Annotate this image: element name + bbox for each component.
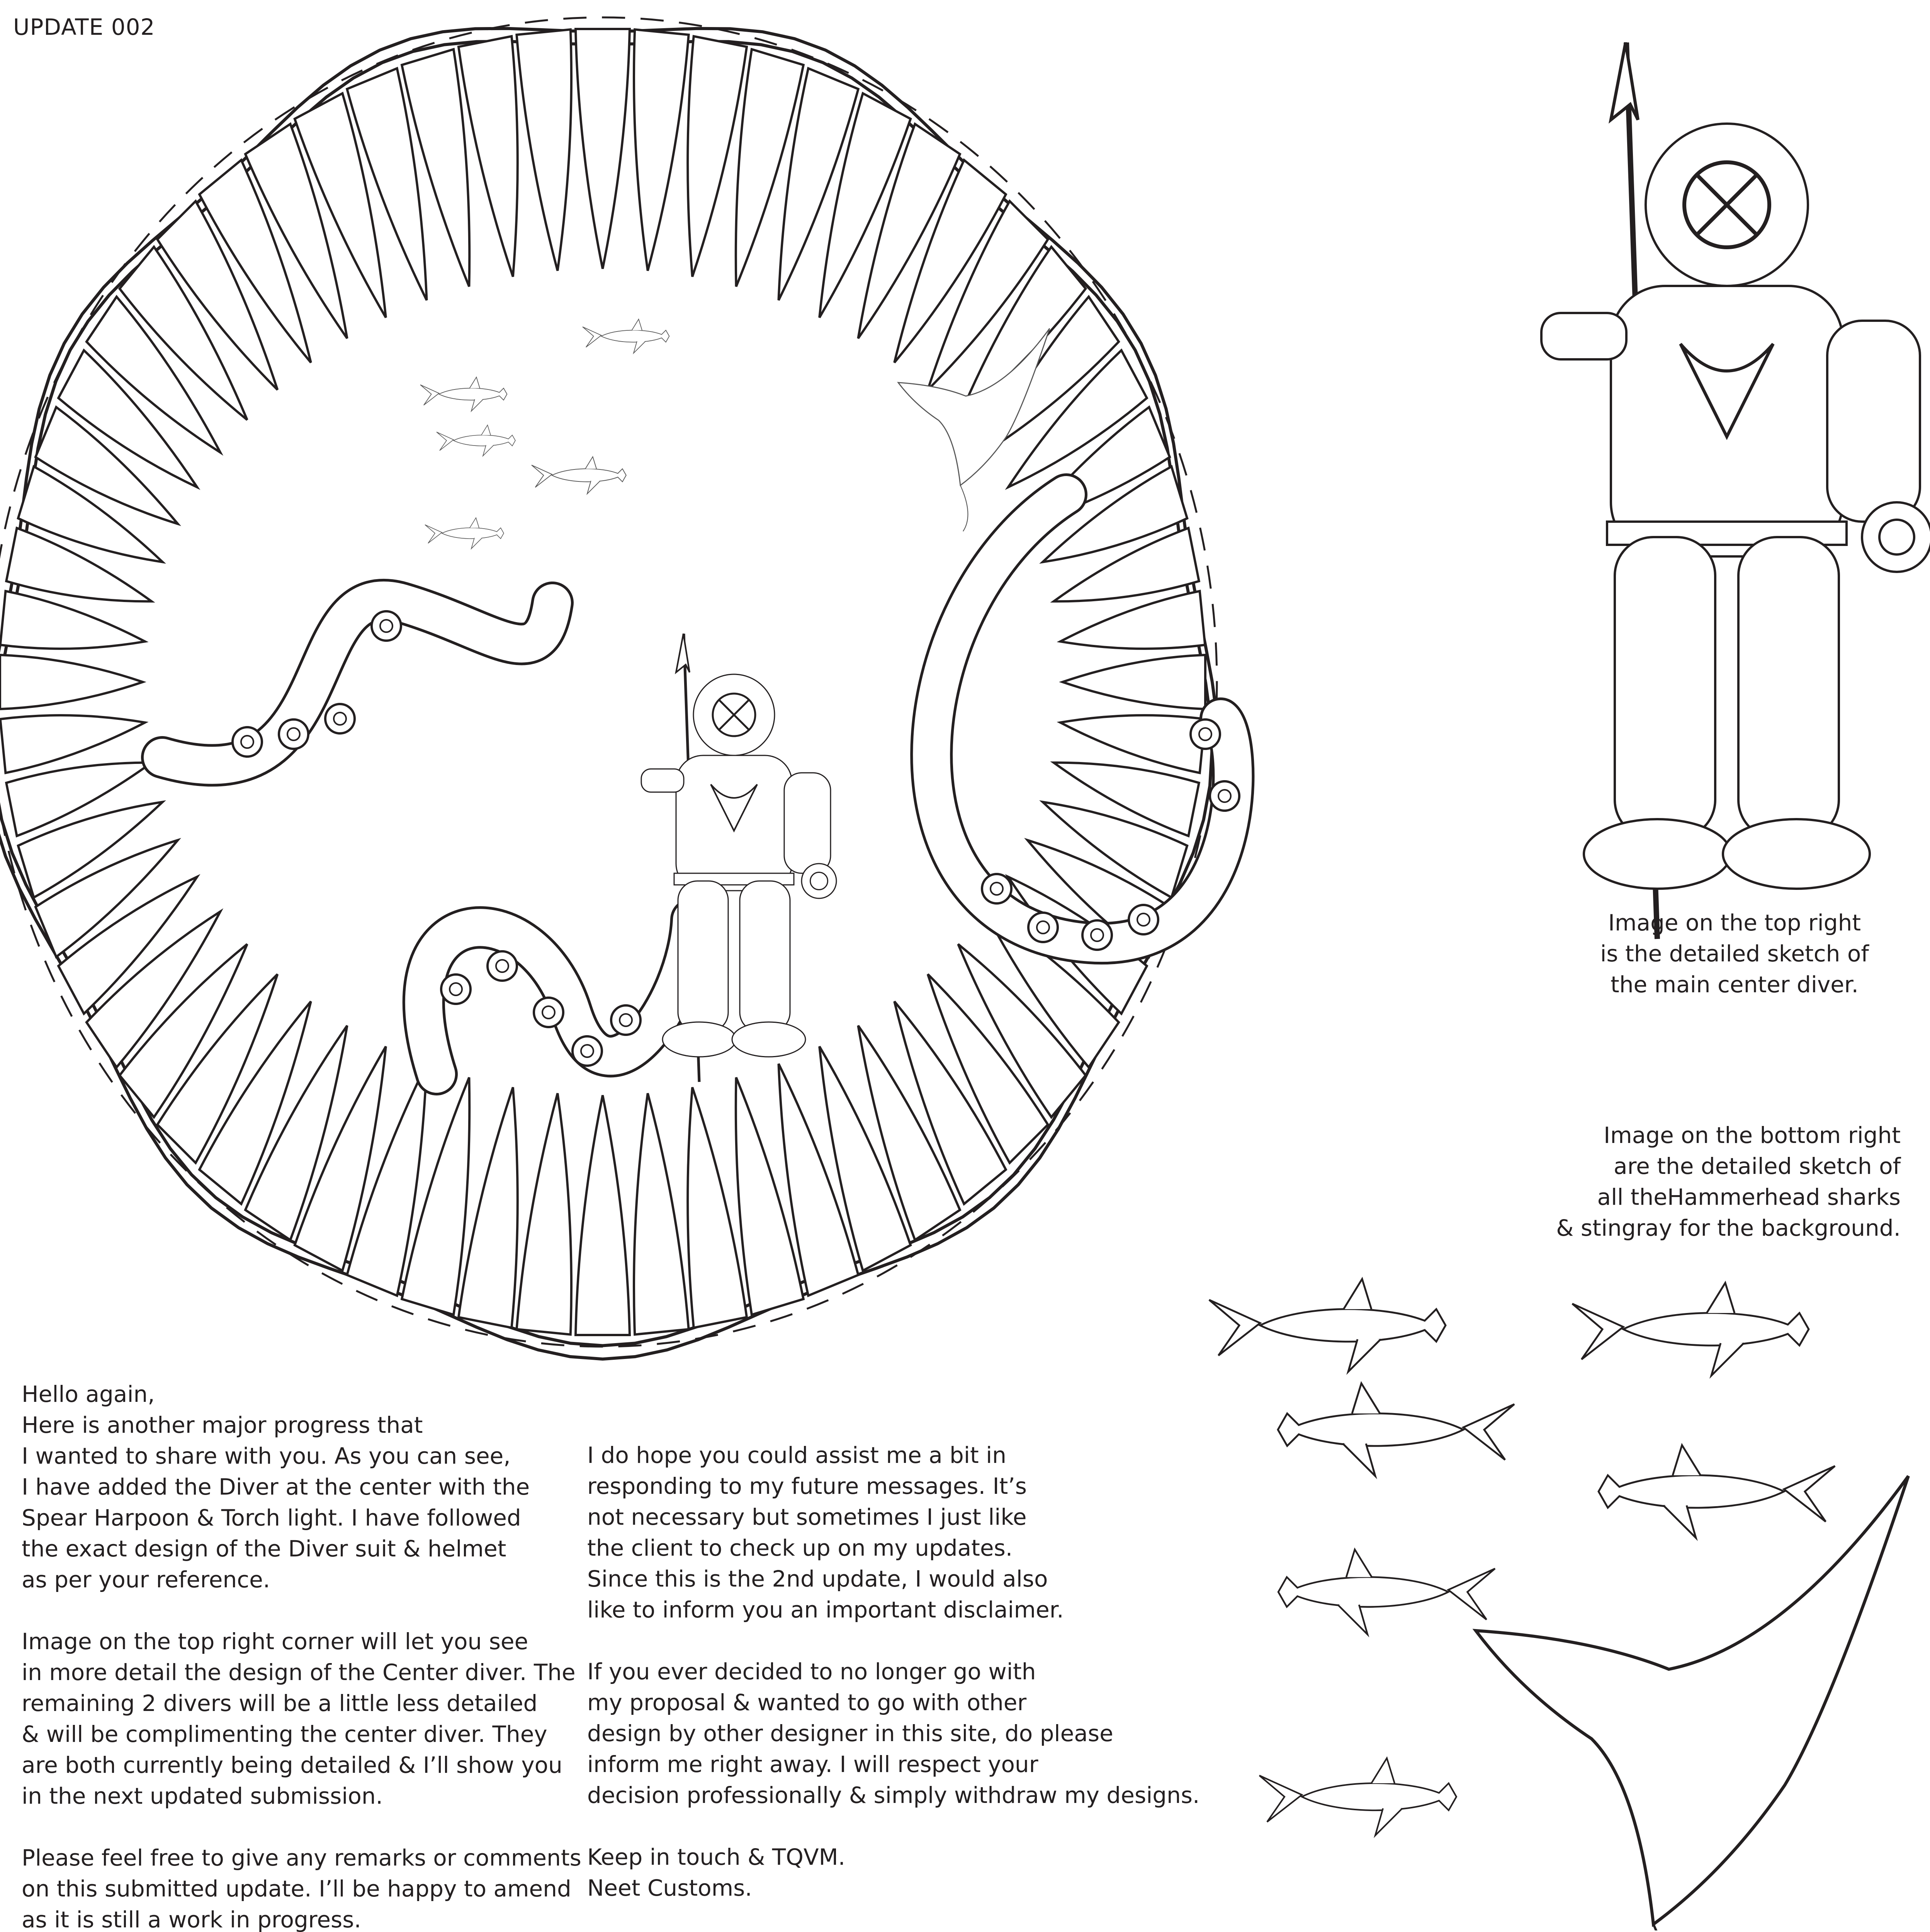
diver-arm-left	[1541, 313, 1626, 359]
shark-pectoral-fin	[1663, 1505, 1696, 1538]
letter-left-line: in the next updated submission.	[22, 1783, 383, 1809]
shark-tail	[1572, 1304, 1623, 1359]
letter-left-line: are both currently being detailed & I’ll show you	[22, 1752, 562, 1778]
sucker	[488, 951, 517, 981]
caption-bottom-right-line: are the detailed sketch of	[1614, 1153, 1901, 1179]
shark-dorsal-fin	[1673, 1445, 1701, 1475]
letter-left-line	[22, 1811, 581, 1842]
tooth	[634, 1093, 689, 1334]
shark-dorsal-fin	[481, 425, 491, 435]
shark-body	[552, 469, 626, 482]
letter-left-line: & will be complimenting the center diver. They	[22, 1721, 547, 1747]
sucker	[1129, 905, 1158, 934]
letter-left-line: Please feel free to give any remarks or comments	[22, 1845, 581, 1871]
letter-left-column	[22, 1379, 581, 1932]
shark-dorsal-fin	[1346, 1549, 1372, 1577]
shark-pectoral-fin	[1711, 1343, 1744, 1376]
caption-bottom-right	[1499, 1120, 1901, 1243]
diver-arm-right	[784, 773, 831, 873]
letter-right-line: Since this is the 2nd update, I would also	[587, 1566, 1048, 1592]
shark-tail	[1259, 1776, 1302, 1822]
sucker	[1028, 913, 1058, 942]
letter-left-line: I wanted to share with you. As you can see,	[22, 1443, 511, 1469]
harpoon-tip	[1611, 43, 1638, 120]
letter-right-line: inform me right away. I will respect your	[587, 1751, 1038, 1777]
shark-body	[1599, 1475, 1784, 1508]
tooth	[1062, 655, 1205, 709]
letter-left-line: in more detail the design of the Center diver. The	[22, 1659, 576, 1685]
diver-leg-left	[1615, 537, 1715, 838]
detail-diver	[1541, 43, 1930, 939]
shark-pectoral-fin	[634, 341, 646, 353]
shark-bg-1	[583, 319, 669, 353]
shark-pectoral-fin	[1343, 1444, 1375, 1476]
letter-right-line: Keep in touch & TQVM.	[587, 1844, 846, 1870]
letter-right-line: design by other designer in this site, do please	[587, 1720, 1113, 1747]
shark-tail	[1784, 1466, 1835, 1522]
shark-pectoral-fin	[471, 399, 483, 411]
shark-pectoral-fin	[1348, 1339, 1381, 1372]
shark-body	[442, 528, 504, 539]
caption-top-right-line: Image on the top right	[1608, 910, 1861, 936]
shark-pectoral-fin	[1338, 1605, 1368, 1634]
diver-leg-right	[1738, 537, 1839, 838]
diver-leg-right	[740, 881, 790, 1032]
letter-right-line: my proposal & wanted to go with other	[587, 1689, 1027, 1716]
sucker	[325, 704, 355, 733]
torch-light	[1862, 502, 1930, 572]
shark-detail-2	[1572, 1283, 1809, 1376]
harpoon-tip	[676, 634, 690, 672]
sucker	[441, 975, 471, 1004]
letter-right-line	[587, 1625, 1199, 1656]
shark-dorsal-fin	[1707, 1283, 1735, 1313]
stingray-tail	[1653, 1924, 1675, 1930]
letter-right-line: If you ever decided to no longer go with	[587, 1658, 1036, 1685]
shark-body	[1278, 1413, 1463, 1446]
shark-dorsal-fin	[1371, 1758, 1395, 1783]
tooth	[516, 29, 571, 270]
diver-arm-right	[1827, 321, 1920, 522]
sucker	[573, 1036, 602, 1066]
letter-right-line: not necessary but sometimes I just like	[587, 1504, 1027, 1530]
letter-left-line	[22, 1595, 581, 1626]
tentacle-left-fill	[162, 600, 552, 765]
shark-tail	[1463, 1404, 1514, 1460]
stingray-tail	[960, 485, 968, 531]
letter-right-column	[587, 1440, 1199, 1903]
sucker	[982, 874, 1011, 903]
page-title: UPDATE 002	[13, 14, 155, 40]
letter-left-line: Image on the top right corner will let you see	[22, 1628, 528, 1655]
tooth	[576, 1095, 630, 1335]
shark-tail	[1209, 1300, 1260, 1355]
diver-arm-left	[641, 769, 684, 792]
letter-left-line: as it is still a work in progress.	[22, 1906, 361, 1932]
shark-dorsal-fin	[585, 457, 596, 469]
stingray-body	[1476, 1476, 1908, 1924]
tooth	[576, 29, 630, 269]
tooth	[634, 29, 689, 270]
diver-boot-left	[663, 1022, 736, 1057]
stingray-detail	[1476, 1476, 1908, 1930]
letter-right-line: I do hope you could assist me a bit in	[587, 1442, 1007, 1468]
shark-body	[439, 388, 507, 400]
letter-left-line: as per your reference.	[22, 1566, 270, 1593]
sucker	[611, 1005, 641, 1035]
letter-right-line: Neet Customs.	[587, 1875, 752, 1901]
diver-boot-right	[1723, 819, 1870, 889]
shark-detail-5	[1278, 1549, 1495, 1634]
sucker	[372, 611, 401, 641]
shark-dorsal-fin	[1344, 1279, 1371, 1309]
shark-dorsal-fin	[632, 319, 642, 330]
jaw-ring	[0, 17, 1219, 1359]
shark-dorsal-fin	[1352, 1383, 1380, 1413]
shark-body	[1623, 1313, 1809, 1345]
sucker	[534, 998, 563, 1027]
shark-body	[1302, 1783, 1456, 1810]
letter-left-line: Spear Harpoon & Torch light. I have followed	[22, 1505, 521, 1531]
shark-body	[601, 330, 669, 342]
shark-pectoral-fin	[1375, 1808, 1402, 1835]
shark-bg-4	[532, 457, 626, 494]
shark-body	[1260, 1309, 1446, 1342]
shark-pectoral-fin	[587, 481, 600, 494]
shark-tail	[583, 327, 601, 347]
caption-top-right-line: the main center diver.	[1611, 971, 1859, 998]
letter-right-line: responding to my future messages. It’s	[587, 1473, 1027, 1499]
letter-right-line	[587, 1811, 1199, 1842]
shark-tail	[1448, 1569, 1495, 1620]
shark-tail	[425, 525, 442, 543]
shark-body	[1278, 1577, 1448, 1607]
diver-boot-left	[1584, 819, 1731, 889]
shark-bg-2	[420, 377, 507, 411]
caption-bottom-right-line: Image on the bottom right	[1604, 1122, 1901, 1148]
sucker	[1191, 719, 1220, 749]
letter-left-line: remaining 2 divers will be a little less detailed	[22, 1690, 538, 1716]
shark-tail	[532, 465, 552, 488]
shark-detail-4	[1599, 1445, 1835, 1538]
sucker	[279, 719, 308, 749]
shark-bg-3	[437, 425, 515, 456]
shark-tail	[420, 385, 439, 405]
sucker	[1210, 781, 1239, 811]
tooth	[0, 655, 143, 709]
shark-detail-6	[1259, 1758, 1456, 1835]
tooth	[516, 1093, 571, 1334]
shark-bg-5	[425, 518, 504, 549]
shark-detail-3	[1278, 1383, 1514, 1476]
sucker	[1082, 920, 1112, 950]
diver-leg-left	[678, 881, 728, 1032]
letter-right-line: like to inform you an important disclaimer.	[587, 1597, 1064, 1623]
sucker	[233, 727, 262, 757]
letter-left-line: the exact design of the Diver suit & helmet	[22, 1536, 506, 1562]
torch-light	[802, 864, 836, 898]
shark-tail	[437, 432, 454, 451]
shark-dorsal-fin	[470, 377, 480, 388]
shark-pectoral-fin	[483, 445, 494, 456]
letter-left-line: Here is another major progress that	[22, 1412, 423, 1438]
caption-top-right-line: is the detailed sketch of	[1600, 940, 1869, 967]
letter-left-line: I have added the Diver at the center with the	[22, 1474, 530, 1500]
caption-bottom-right-line: all theHammerhead sharks	[1597, 1184, 1901, 1210]
caption-top-right	[1592, 907, 1877, 1000]
letter-left-line: Hello again,	[22, 1381, 155, 1407]
letter-left-line: on this submitted update. I’ll be happy to amend	[22, 1876, 571, 1902]
letter-right-line: the client to check up on my updates.	[587, 1535, 1013, 1561]
shark-pectoral-fin	[471, 538, 482, 549]
shark-body	[454, 435, 515, 446]
diver-boot-right	[732, 1022, 805, 1057]
caption-bottom-right-line: & stingray for the background.	[1556, 1215, 1901, 1241]
letter-right-line: decision professionally & simply withdraw my designs.	[587, 1782, 1200, 1808]
shark-dorsal-fin	[470, 518, 479, 528]
shark-detail-1	[1209, 1279, 1446, 1372]
